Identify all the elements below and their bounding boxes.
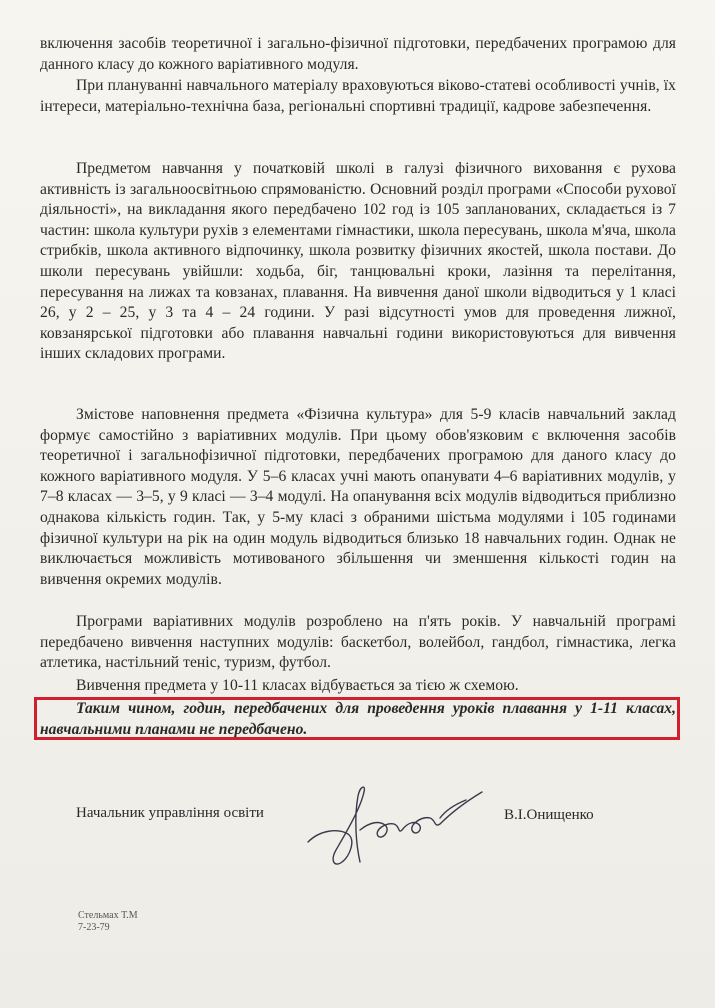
paragraph-6 <box>40 676 676 697</box>
paragraph-3 <box>40 159 676 365</box>
paragraph-4 <box>40 405 676 590</box>
paragraph-text: Програми варіативних модулів розроблено на п'ять років. У навчальній програмі передбачено вивчення наступних модулів: баскетбол, волейбол, гандбол, гімнастика, легка атлетика, настільний теніс, туризм, футбол. <box>40 613 676 672</box>
paragraph-text: включення засобів теоретичної і загально-фізичної підготовки, передбачених програмою для данного класу до кожного варіативного модуля. <box>40 35 676 73</box>
highlighted-text: Таким чином, годин, передбачених для проведення уроків плавання у 1-11 класах, навчальними планами не передбачено. <box>40 700 676 738</box>
signatory-name: В.І.Онищенко <box>504 807 594 823</box>
paragraph-1 <box>40 34 676 75</box>
highlight-frame <box>34 697 680 740</box>
executor-phone: 7-23-79 <box>78 922 110 933</box>
executor-note <box>78 910 138 934</box>
paragraph-5 <box>40 612 676 674</box>
signature-block <box>76 805 636 827</box>
paragraph-2 <box>40 76 676 117</box>
paragraph-text: При плануванні навчального матеріалу враховуються віково-статеві особливості учнів, їх інтереси, матеріально-технічна база, регіональні спортивні традиції, кадрове забезпечення. <box>40 77 676 115</box>
paragraph-text: Змістове наповнення предмета «Фізична культура» для 5-9 класів навчальний заклад формує самостійно з варіативних модулів. При цьому обов'язковим є включення засобів теоретичної і загальнофізичної підготовки, передбачених програмою для даного класу до кожного варіативного модуля. У 5–6 класах учні мають опанувати 4–6 варіативних модулів, у 7–8 класах — 3–5, у 9 класі — 3–4 модулі. На опанування всіх модулів відводиться приблизно однакова кількість годин. Так, у 5-му класі з обраними шістьма модулями і 105 годинами фізичної культури на рік на один модуль відводиться близько 18 навчальних годин. Однак не виключається можливість мотивованого збільшення чи зменшення кількості годин на вивчення окремих модулів. <box>40 406 676 588</box>
paragraph-text: Вивчення предмета у 10-11 класах відбувається за тією ж схемою. <box>76 677 519 694</box>
signatory-title: Начальник управління освіти <box>76 805 264 821</box>
executor-name: Стельмах Т.М <box>78 910 138 921</box>
paragraph-text: Предметом навчання у початковій школі в галузі фізичного виховання є рухова активність із загальноосвітньою спрямованістю. Основний розділ програми «Способи рухової діяльності», на викладання якого передбачено 102 год із 105 запланованих, складається із 7 частин: школа культури рухів з елементами гімнастики, школа пересувань, школа м'яча, школа стрибків, школа активного відпочинку, школа розвитку фізичних якостей, школа постави. До школи пересувань увійшли: ходьба, біг, танцювальні кроки, лазіння та перелітання, пересування на лижах та ковзанах, плавання. На вивчення даної школи відводиться у 1 класі 26, у 2 – 25, у 3 та 4 – 24 години. У разі відсутності умов для проведення лижної, ковзанярської підготовки або плавання навчальні години використовуються для вивчення інших складових програми. <box>40 160 676 363</box>
